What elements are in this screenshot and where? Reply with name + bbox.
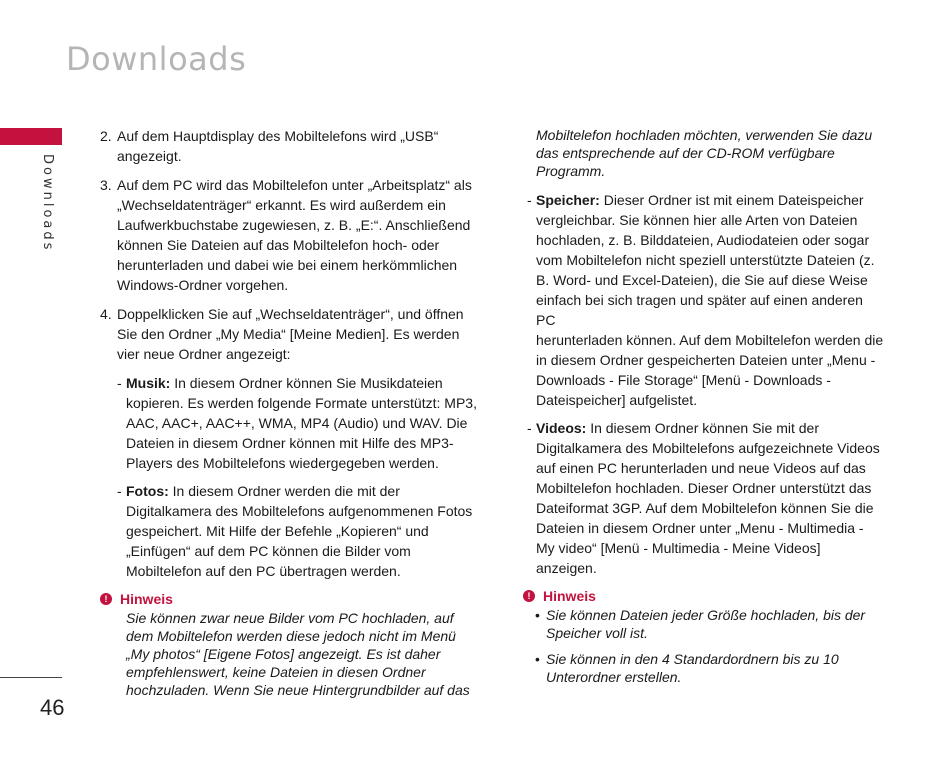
text-line: einfach bei sich tragen und später auf einen anderen PC (536, 292, 863, 328)
text-line: gespeichert. Mit Hilfe der Befehle „Kopieren“ und (126, 523, 429, 539)
footer-divider (0, 677, 62, 678)
text-line: hochzuladen. Wenn Sie neue Hintergrundbilder auf das (126, 682, 470, 698)
text-line: Mobiltelefon hochladen möchten, verwenden Sie dazu (536, 127, 873, 143)
text-line (536, 190, 885, 210)
text-line: empfehlenswert, keine Dateien in diesen Ordner (126, 664, 426, 680)
text-line: Windows-Ordner vorgehen. (117, 277, 289, 293)
side-section-label: Downloads (40, 154, 55, 253)
dash-marker: - (527, 192, 532, 208)
step-number: 3. (100, 177, 112, 193)
text-line: vom Mobiltelefon nicht speziell unterstützte Dateien (z. (536, 252, 875, 268)
text-line: Auf dem PC wird das Mobiltelefon unter „Arbeitsplatz“ als (117, 177, 472, 193)
page-title: Downloads (66, 40, 247, 78)
text-line: Mobiltelefon auf den PC übertragen werden. (126, 563, 401, 579)
right-column (523, 126, 885, 694)
numbered-step (100, 304, 478, 364)
step-number: 2. (100, 128, 112, 144)
bullet-text (546, 650, 839, 686)
text-line: Dateiformat 3GP. Auf dem Mobiltelefon können Sie die (536, 500, 874, 516)
folder-item (527, 190, 885, 410)
folder-description (126, 481, 472, 581)
text-line: dem Mobiltelefon werden diese jedoch nicht im Menü (126, 628, 456, 644)
step-text (117, 304, 464, 364)
text-line: Digitalkamera des Mobiltelefons aufgezeichnete Videos (536, 440, 880, 456)
text-line: Dateien in diesem Ordner unter „Menu - Multimedia - (536, 520, 864, 536)
note-text (126, 609, 478, 699)
folder-item (527, 418, 885, 578)
page-number: 46 (40, 695, 65, 720)
folder-description (536, 418, 880, 578)
section-tab-marker (0, 128, 62, 145)
text-line: My video“ [Menü - Multimedia - Meine Videos] (536, 540, 821, 556)
step-text (117, 175, 472, 295)
folder-item (117, 481, 478, 581)
text-line: Speicher voll ist. (546, 625, 648, 641)
text-line: „Einfügen“ auf dem PC können die Bilder vom (126, 543, 411, 559)
text-line: angezeigt. (117, 148, 182, 164)
folder-term: Speicher: (536, 192, 600, 208)
bullet-marker: • (535, 607, 540, 623)
folder-term: Musik: (126, 375, 171, 391)
text-line: „Wechseldatenträger“ erkannt. Es wird außerdem ein (117, 197, 446, 213)
folder-text: In diesem Ordner können Sie mit der (586, 420, 819, 436)
text-line (536, 418, 880, 438)
text-line: Sie den Ordner „My Media“ [Meine Medien]. Es werden (117, 326, 460, 342)
note-box (523, 586, 885, 686)
exclamation-icon: ! (523, 590, 535, 602)
text-line: vier neue Ordner angezeigt: (117, 346, 291, 362)
note-heading (100, 589, 478, 609)
exclamation-icon: ! (100, 593, 112, 605)
note-label: Hinweis (120, 591, 173, 607)
text-line: Sie können in den 4 Standardordnern bis zu 10 (546, 651, 839, 667)
continued-note-text (536, 126, 885, 180)
text-line: Players des Mobiltelefons wiedergegeben werden. (126, 455, 439, 471)
folder-text: Dieser Ordner ist mit einem Dateispeicher (599, 192, 864, 208)
text-line: Programm. (536, 163, 606, 179)
folder-text: In diesem Ordner werden die mit der (168, 483, 400, 499)
text-line: Downloads - File Storage“ [Menü - Downloads - (536, 372, 831, 388)
text-line: Dateispeicher] aufgelistet. (536, 392, 698, 408)
text-line: in diesem Ordner gespeicherten Dateien unter „Menu - (536, 352, 876, 368)
text-line: Laufwerkbuchstabe zugewiesen, z. B. „E:“. Anschließend (117, 217, 471, 233)
text-line: Digitalkamera des Mobiltelefons aufgenommenen Fotos (126, 503, 473, 519)
note-heading (523, 586, 885, 606)
bullet-marker: • (535, 651, 540, 667)
text-line: B. Word- und Excel-Dateien), die Sie auf diese Weise (536, 272, 868, 288)
folder-term: Fotos: (126, 483, 169, 499)
numbered-step (100, 126, 478, 166)
text-line: können Sie Dateien auf das Mobiltelefon hoch- oder (117, 237, 440, 253)
text-line: vergleichbar. Sie können hier alle Arten von Dateien (536, 212, 858, 228)
text-line: Auf dem Hauptdisplay des Mobiltelefons wird „USB“ (117, 128, 439, 144)
folder-description (536, 190, 885, 410)
text-line (126, 373, 477, 393)
text-line: anzeigen. (536, 560, 597, 576)
text-line: AAC, AAC+, AAC++, WMA, MP4 (Audio) und WAV. Die (126, 415, 468, 431)
text-line: Dateien in diesem Ordner können mit Hilfe des MP3- (126, 435, 454, 451)
text-line: „My photos“ [Eigene Fotos] angezeigt. Es ist daher (126, 646, 441, 662)
text-line: auf einen PC herunterladen und neue Videos auf das (536, 460, 866, 476)
folder-item (117, 373, 478, 473)
text-line: kopieren. Es werden folgende Formate unterstützt: MP3, (126, 395, 477, 411)
note-box (100, 589, 478, 699)
dash-marker: - (527, 420, 532, 436)
folder-text: In diesem Ordner können Sie Musikdateien (170, 375, 443, 391)
step-text (117, 126, 438, 166)
note-bullet (535, 606, 885, 642)
text-line: herunterladen können. Auf dem Mobiltelefon werden die (536, 332, 884, 348)
text-line: Sie können Dateien jeder Größe hochladen, bis der (546, 607, 866, 623)
note-label: Hinweis (543, 588, 596, 604)
text-line: hochladen, z. B. Bilddateien, Audiodateien oder sogar (536, 232, 870, 248)
text-line: Sie können zwar neue Bilder vom PC hochladen, auf (126, 610, 454, 626)
text-line: das entsprechende auf der CD-ROM verfügbare (536, 145, 835, 161)
text-line: Doppelklicken Sie auf „Wechseldatenträger“, und öffnen (117, 306, 464, 322)
step-number: 4. (100, 306, 112, 322)
dash-marker: - (117, 483, 122, 499)
note-bullet (535, 650, 885, 686)
text-line: Mobiltelefon hochladen. Dieser Ordner unterstützt das (536, 480, 872, 496)
text-line (126, 481, 472, 501)
folder-description (126, 373, 477, 473)
text-line: Unterordner erstellen. (546, 669, 682, 685)
left-column (100, 126, 478, 699)
text-line: herunterladen und dabei wie bei einem herkömmlichen (117, 257, 458, 273)
numbered-step (100, 175, 478, 295)
bullet-text (546, 606, 865, 642)
dash-marker: - (117, 375, 122, 391)
folder-term: Videos: (536, 420, 587, 436)
